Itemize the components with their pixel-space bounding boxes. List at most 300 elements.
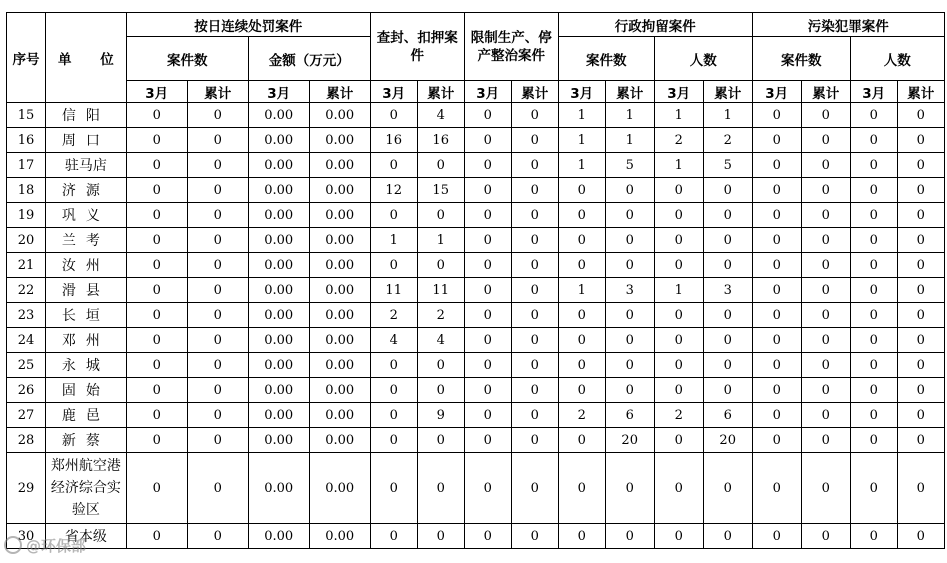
cell-value: 0 bbox=[850, 153, 897, 178]
cell-value: 0 bbox=[558, 353, 605, 378]
cell-value: 0 bbox=[370, 524, 417, 549]
cell-value: 0 bbox=[703, 228, 752, 253]
cell-value: 0 bbox=[654, 353, 703, 378]
cell-value: 16 bbox=[417, 128, 464, 153]
cell-value: 0 bbox=[850, 328, 897, 353]
cell-value: 0 bbox=[511, 153, 558, 178]
cell-value: 0 bbox=[417, 378, 464, 403]
cell-value: 0.00 bbox=[309, 303, 370, 328]
cell-value: 0.00 bbox=[248, 524, 309, 549]
cell-value: 0.00 bbox=[309, 278, 370, 303]
cell-value: 1 bbox=[370, 228, 417, 253]
cell-value: 0 bbox=[464, 253, 511, 278]
cell-value: 0 bbox=[801, 178, 850, 203]
cell-value: 0 bbox=[187, 203, 248, 228]
row-seq: 28 bbox=[7, 428, 46, 453]
cell-value: 0 bbox=[605, 328, 654, 353]
table-row bbox=[7, 278, 945, 303]
cell-value: 0.00 bbox=[309, 403, 370, 428]
cell-value: 0 bbox=[126, 178, 187, 203]
cell-value: 0 bbox=[126, 378, 187, 403]
cell-value: 0 bbox=[511, 378, 558, 403]
cell-value: 0 bbox=[752, 403, 801, 428]
cell-value: 0 bbox=[850, 178, 897, 203]
cell-value: 0 bbox=[605, 353, 654, 378]
cell-value: 0 bbox=[370, 378, 417, 403]
table-row bbox=[7, 453, 945, 524]
cell-value: 0 bbox=[464, 128, 511, 153]
cell-value: 1 bbox=[605, 103, 654, 128]
cell-value: 0 bbox=[654, 203, 703, 228]
cell-value: 0 bbox=[511, 178, 558, 203]
row-seq: 18 bbox=[7, 178, 46, 203]
cell-value: 0 bbox=[897, 278, 944, 303]
cell-value: 0.00 bbox=[309, 153, 370, 178]
cell-value: 0 bbox=[511, 103, 558, 128]
row-seq: 26 bbox=[7, 378, 46, 403]
cell-value: 0 bbox=[511, 328, 558, 353]
cell-value: 0.00 bbox=[248, 353, 309, 378]
cell-value: 0.00 bbox=[309, 328, 370, 353]
table-body bbox=[7, 103, 945, 549]
row-seq: 29 bbox=[7, 453, 46, 524]
row-unit: 邓州 bbox=[46, 328, 127, 353]
cell-value: 0 bbox=[126, 353, 187, 378]
cell-value: 0 bbox=[558, 378, 605, 403]
cell-value: 0 bbox=[126, 278, 187, 303]
cell-value: 0 bbox=[605, 228, 654, 253]
row-seq: 19 bbox=[7, 203, 46, 228]
cell-value: 0 bbox=[897, 353, 944, 378]
cell-value: 0 bbox=[897, 178, 944, 203]
row-unit: 兰考 bbox=[46, 228, 127, 253]
cell-value: 0.00 bbox=[248, 153, 309, 178]
cell-value: 0 bbox=[511, 353, 558, 378]
cell-value: 0 bbox=[850, 253, 897, 278]
period-month-header: 3月 bbox=[752, 81, 801, 103]
cell-value: 0 bbox=[801, 378, 850, 403]
cell-value: 2 bbox=[703, 128, 752, 153]
cell-value: 0 bbox=[511, 403, 558, 428]
cell-value: 0 bbox=[605, 203, 654, 228]
cell-value: 0 bbox=[801, 253, 850, 278]
cell-value: 0 bbox=[417, 253, 464, 278]
cell-value: 0 bbox=[126, 153, 187, 178]
table-row bbox=[7, 203, 945, 228]
period-header-row bbox=[7, 81, 945, 103]
cell-value: 1 bbox=[605, 128, 654, 153]
cell-value: 0 bbox=[187, 378, 248, 403]
row-seq: 25 bbox=[7, 353, 46, 378]
cell-value: 0 bbox=[850, 353, 897, 378]
row-unit: 固始 bbox=[46, 378, 127, 403]
cell-value: 0.00 bbox=[248, 178, 309, 203]
cell-value: 0 bbox=[752, 524, 801, 549]
cell-value: 0 bbox=[897, 403, 944, 428]
cell-value: 0 bbox=[654, 453, 703, 524]
cell-value: 20 bbox=[703, 428, 752, 453]
cell-value: 0 bbox=[703, 453, 752, 524]
row-unit: 驻马店 bbox=[46, 153, 127, 178]
period-total-header: 累计 bbox=[605, 81, 654, 103]
cell-value: 0 bbox=[752, 128, 801, 153]
cell-value: 0.00 bbox=[248, 378, 309, 403]
table-row bbox=[7, 353, 945, 378]
cell-value: 0 bbox=[126, 203, 187, 228]
row-seq: 24 bbox=[7, 328, 46, 353]
row-unit: 济源 bbox=[46, 178, 127, 203]
row-unit: 汝州 bbox=[46, 253, 127, 278]
row-unit: 滑县 bbox=[46, 278, 127, 303]
cell-value: 16 bbox=[370, 128, 417, 153]
cell-value: 0 bbox=[187, 353, 248, 378]
cell-value: 0 bbox=[897, 153, 944, 178]
cell-value: 0 bbox=[703, 303, 752, 328]
cell-value: 0 bbox=[126, 328, 187, 353]
cell-value: 20 bbox=[605, 428, 654, 453]
cell-value: 0 bbox=[370, 453, 417, 524]
cell-value: 1 bbox=[558, 103, 605, 128]
cell-value: 0.00 bbox=[309, 103, 370, 128]
cell-value: 1 bbox=[654, 153, 703, 178]
cell-value: 0 bbox=[126, 103, 187, 128]
cell-value: 0 bbox=[605, 524, 654, 549]
cell-value: 0 bbox=[126, 428, 187, 453]
period-month-header: 3月 bbox=[248, 81, 309, 103]
table-row bbox=[7, 403, 945, 428]
cell-value: 0 bbox=[511, 524, 558, 549]
cell-value: 0.00 bbox=[309, 428, 370, 453]
cell-value: 0 bbox=[654, 428, 703, 453]
cell-value: 0 bbox=[464, 378, 511, 403]
cell-value: 0 bbox=[126, 253, 187, 278]
cell-value: 4 bbox=[417, 328, 464, 353]
cell-value: 0 bbox=[558, 178, 605, 203]
cell-value: 0 bbox=[752, 453, 801, 524]
cell-value: 0 bbox=[511, 303, 558, 328]
table-row bbox=[7, 178, 945, 203]
cell-value: 0 bbox=[654, 178, 703, 203]
period-total-header: 累计 bbox=[511, 81, 558, 103]
period-total-header: 累计 bbox=[309, 81, 370, 103]
cell-value: 3 bbox=[605, 278, 654, 303]
cell-value: 0 bbox=[464, 428, 511, 453]
period-month-header: 3月 bbox=[370, 81, 417, 103]
table-row bbox=[7, 103, 945, 128]
cell-value: 0 bbox=[417, 153, 464, 178]
header-daily-penalty: 按日连续处罚案件 bbox=[126, 13, 370, 37]
table-row bbox=[7, 253, 945, 278]
cell-value: 0 bbox=[850, 228, 897, 253]
cell-value: 0.00 bbox=[309, 353, 370, 378]
cell-value: 0 bbox=[752, 303, 801, 328]
cell-value: 0 bbox=[801, 428, 850, 453]
row-unit: 信阳 bbox=[46, 103, 127, 128]
cell-value: 0 bbox=[801, 328, 850, 353]
cell-value: 0 bbox=[897, 524, 944, 549]
cell-value: 2 bbox=[654, 128, 703, 153]
cell-value: 0 bbox=[897, 228, 944, 253]
row-unit: 永城 bbox=[46, 353, 127, 378]
cell-value: 0 bbox=[703, 203, 752, 228]
cell-value: 0 bbox=[558, 203, 605, 228]
cell-value: 0 bbox=[464, 178, 511, 203]
header-daily-amount: 金额（万元） bbox=[248, 37, 370, 81]
row-seq: 30 bbox=[7, 524, 46, 549]
cell-value: 0.00 bbox=[248, 253, 309, 278]
header-unit: 单 位 bbox=[46, 13, 127, 103]
cell-value: 0 bbox=[417, 524, 464, 549]
table-row bbox=[7, 228, 945, 253]
cell-value: 0 bbox=[558, 228, 605, 253]
cell-value: 0 bbox=[801, 453, 850, 524]
cell-value: 0 bbox=[850, 524, 897, 549]
cell-value: 0.00 bbox=[248, 278, 309, 303]
cell-value: 0 bbox=[752, 253, 801, 278]
cell-value: 1 bbox=[703, 103, 752, 128]
cell-value: 0 bbox=[850, 303, 897, 328]
row-unit: 巩义 bbox=[46, 203, 127, 228]
cell-value: 0 bbox=[464, 453, 511, 524]
row-unit: 省本级 bbox=[46, 524, 127, 549]
cell-value: 0.00 bbox=[309, 178, 370, 203]
cell-value: 0 bbox=[558, 428, 605, 453]
cell-value: 0 bbox=[511, 453, 558, 524]
period-month-header: 3月 bbox=[850, 81, 897, 103]
header-crime: 污染犯罪案件 bbox=[752, 13, 944, 37]
cell-value: 0 bbox=[187, 103, 248, 128]
period-month-header: 3月 bbox=[558, 81, 605, 103]
row-seq: 20 bbox=[7, 228, 46, 253]
header-detention-people: 人数 bbox=[654, 37, 752, 81]
header-crime-case-count: 案件数 bbox=[752, 37, 850, 81]
cell-value: 0 bbox=[752, 278, 801, 303]
cell-value: 0 bbox=[801, 228, 850, 253]
cell-value: 11 bbox=[417, 278, 464, 303]
cell-value: 0 bbox=[511, 203, 558, 228]
cell-value: 0 bbox=[703, 328, 752, 353]
cell-value: 0 bbox=[605, 178, 654, 203]
row-unit: 新蔡 bbox=[46, 428, 127, 453]
cell-value: 0 bbox=[511, 428, 558, 453]
cell-value: 0 bbox=[703, 253, 752, 278]
cell-value: 0.00 bbox=[248, 453, 309, 524]
cell-value: 0 bbox=[703, 353, 752, 378]
row-unit: 鹿邑 bbox=[46, 403, 127, 428]
cell-value: 0.00 bbox=[248, 328, 309, 353]
cell-value: 0 bbox=[703, 524, 752, 549]
cell-value: 0 bbox=[801, 203, 850, 228]
cell-value: 0.00 bbox=[309, 253, 370, 278]
row-unit: 周口 bbox=[46, 128, 127, 153]
cell-value: 5 bbox=[605, 153, 654, 178]
cell-value: 0 bbox=[850, 378, 897, 403]
cell-value: 0.00 bbox=[248, 428, 309, 453]
cell-value: 0.00 bbox=[248, 403, 309, 428]
cell-value: 0 bbox=[850, 103, 897, 128]
cell-value: 2 bbox=[654, 403, 703, 428]
cell-value: 0 bbox=[464, 403, 511, 428]
cell-value: 0 bbox=[752, 153, 801, 178]
cell-value: 0 bbox=[752, 378, 801, 403]
cell-value: 15 bbox=[417, 178, 464, 203]
enforcement-cases-table bbox=[6, 12, 945, 549]
cell-value: 0 bbox=[703, 378, 752, 403]
cell-value: 0 bbox=[654, 253, 703, 278]
cell-value: 0 bbox=[897, 203, 944, 228]
cell-value: 0 bbox=[511, 128, 558, 153]
cell-value: 0 bbox=[558, 303, 605, 328]
cell-value: 0 bbox=[801, 353, 850, 378]
cell-value: 0 bbox=[801, 403, 850, 428]
table-row bbox=[7, 153, 945, 178]
cell-value: 0 bbox=[897, 303, 944, 328]
row-unit: 长垣 bbox=[46, 303, 127, 328]
row-seq: 21 bbox=[7, 253, 46, 278]
cell-value: 0.00 bbox=[248, 128, 309, 153]
cell-value: 0 bbox=[850, 203, 897, 228]
cell-value: 0 bbox=[558, 253, 605, 278]
row-unit: 郑州航空港经济综合实验区 bbox=[46, 453, 127, 524]
cell-value: 0 bbox=[897, 328, 944, 353]
header-daily-case-count: 案件数 bbox=[126, 37, 248, 81]
cell-value: 0 bbox=[801, 153, 850, 178]
cell-value: 0 bbox=[654, 328, 703, 353]
cell-value: 0 bbox=[370, 353, 417, 378]
header-detention-case-count: 案件数 bbox=[558, 37, 654, 81]
cell-value: 0 bbox=[605, 253, 654, 278]
cell-value: 0 bbox=[558, 328, 605, 353]
cell-value: 2 bbox=[370, 303, 417, 328]
period-total-header: 累计 bbox=[801, 81, 850, 103]
cell-value: 0.00 bbox=[309, 203, 370, 228]
cell-value: 0 bbox=[187, 428, 248, 453]
cell-value: 0 bbox=[464, 278, 511, 303]
cell-value: 1 bbox=[558, 153, 605, 178]
cell-value: 0 bbox=[126, 403, 187, 428]
period-month-header: 3月 bbox=[126, 81, 187, 103]
cell-value: 0 bbox=[558, 524, 605, 549]
cell-value: 0 bbox=[605, 453, 654, 524]
cell-value: 0 bbox=[370, 253, 417, 278]
cell-value: 0.00 bbox=[248, 103, 309, 128]
table-row bbox=[7, 524, 945, 549]
cell-value: 0 bbox=[464, 303, 511, 328]
cell-value: 0 bbox=[511, 278, 558, 303]
cell-value: 0.00 bbox=[248, 228, 309, 253]
cell-value: 0 bbox=[126, 128, 187, 153]
cell-value: 0 bbox=[897, 253, 944, 278]
table-row bbox=[7, 428, 945, 453]
cell-value: 0 bbox=[187, 453, 248, 524]
cell-value: 0 bbox=[187, 128, 248, 153]
header-crime-people: 人数 bbox=[850, 37, 944, 81]
cell-value: 0 bbox=[417, 428, 464, 453]
cell-value: 0 bbox=[511, 253, 558, 278]
cell-value: 0 bbox=[752, 228, 801, 253]
header-seq: 序号 bbox=[7, 13, 46, 103]
cell-value: 0 bbox=[370, 103, 417, 128]
period-total-header: 累计 bbox=[897, 81, 944, 103]
cell-value: 2 bbox=[417, 303, 464, 328]
cell-value: 1 bbox=[654, 278, 703, 303]
cell-value: 0 bbox=[126, 453, 187, 524]
cell-value: 0 bbox=[752, 178, 801, 203]
cell-value: 0 bbox=[511, 228, 558, 253]
cell-value: 0 bbox=[126, 303, 187, 328]
cell-value: 0 bbox=[464, 203, 511, 228]
cell-value: 0 bbox=[654, 303, 703, 328]
cell-value: 0 bbox=[801, 278, 850, 303]
cell-value: 0 bbox=[464, 328, 511, 353]
cell-value: 0 bbox=[187, 253, 248, 278]
cell-value: 0 bbox=[187, 178, 248, 203]
cell-value: 0 bbox=[654, 524, 703, 549]
cell-value: 1 bbox=[654, 103, 703, 128]
cell-value: 0.00 bbox=[309, 128, 370, 153]
cell-value: 0 bbox=[464, 103, 511, 128]
cell-value: 0 bbox=[464, 524, 511, 549]
cell-value: 6 bbox=[703, 403, 752, 428]
cell-value: 0 bbox=[850, 128, 897, 153]
row-seq: 15 bbox=[7, 103, 46, 128]
cell-value: 6 bbox=[605, 403, 654, 428]
cell-value: 0 bbox=[850, 278, 897, 303]
cell-value: 0 bbox=[654, 228, 703, 253]
cell-value: 0 bbox=[187, 153, 248, 178]
cell-value: 0 bbox=[801, 524, 850, 549]
cell-value: 0 bbox=[126, 228, 187, 253]
period-total-header: 累计 bbox=[703, 81, 752, 103]
header-restrict: 限制生产、停产整治案件 bbox=[464, 13, 558, 81]
cell-value: 0.00 bbox=[309, 378, 370, 403]
cell-value: 1 bbox=[558, 278, 605, 303]
cell-value: 1 bbox=[558, 128, 605, 153]
cell-value: 5 bbox=[703, 153, 752, 178]
cell-value: 0 bbox=[752, 353, 801, 378]
cell-value: 0 bbox=[464, 228, 511, 253]
row-seq: 27 bbox=[7, 403, 46, 428]
cell-value: 4 bbox=[417, 103, 464, 128]
cell-value: 0 bbox=[897, 453, 944, 524]
cell-value: 0.00 bbox=[309, 524, 370, 549]
table-row bbox=[7, 378, 945, 403]
cell-value: 0 bbox=[897, 378, 944, 403]
cell-value: 0 bbox=[605, 378, 654, 403]
cell-value: 0 bbox=[464, 353, 511, 378]
cell-value: 0 bbox=[897, 103, 944, 128]
header-seizure: 查封、扣押案件 bbox=[370, 13, 464, 81]
cell-value: 0 bbox=[187, 228, 248, 253]
cell-value: 12 bbox=[370, 178, 417, 203]
cell-value: 4 bbox=[370, 328, 417, 353]
cell-value: 0 bbox=[752, 203, 801, 228]
period-month-header: 3月 bbox=[654, 81, 703, 103]
period-total-header: 累计 bbox=[417, 81, 464, 103]
cell-value: 0 bbox=[464, 153, 511, 178]
cell-value: 0 bbox=[605, 303, 654, 328]
cell-value: 0 bbox=[801, 303, 850, 328]
cell-value: 0 bbox=[370, 428, 417, 453]
cell-value: 0 bbox=[187, 403, 248, 428]
cell-value: 0 bbox=[187, 328, 248, 353]
cell-value: 3 bbox=[703, 278, 752, 303]
cell-value: 2 bbox=[558, 403, 605, 428]
cell-value: 0 bbox=[370, 403, 417, 428]
cell-value: 0.00 bbox=[248, 303, 309, 328]
cell-value: 0 bbox=[370, 203, 417, 228]
cell-value: 0 bbox=[801, 103, 850, 128]
